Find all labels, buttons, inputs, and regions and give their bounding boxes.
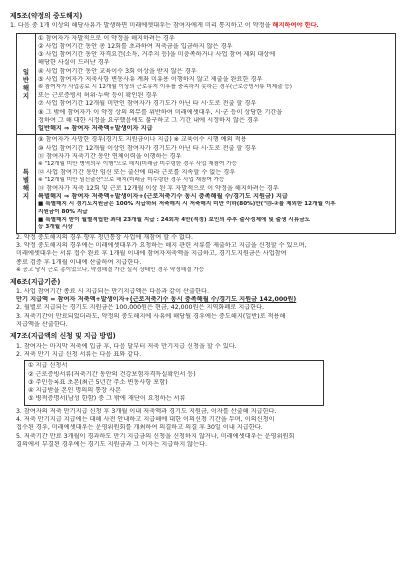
payout-formula-main: 만기 지급액 = 참여자 저축액+발생이자+ [16,296,130,304]
document-item: ① 지급 신청서 [28,362,68,370]
list-item: ⑪ 참여자가 저축기간 동안 연체이력을 이행하는 경우 [38,153,182,161]
special-termination-result: 특별해지 ⇒ 참여자 저축액+발생이자+(근로저축기수 동시 충족해월 수/경기도 지원금) 지급 [38,193,288,201]
special-note: ■ 특별해지 받이 월별적립한 최대 23개월 지급 : 24회차 4만(적정) 보인의 추후 출사정제에 및 출생 시류금도 [38,216,311,223]
payout-formula-support: (근로저축기수 동시 충족해월 수/경기도 지원금 142,000원) [129,296,297,304]
article-7-paragraph-1: 1. 참여자는 마지막 저축에 입금 후, 다음 달부터 저축 만기지급 신청을 할 수 있다. [16,342,237,350]
article-6-title: 제6조(지급기준) [10,277,61,286]
special-note: ■ 특별해지 시 경기도지원금은 100% 지급하되 저축해지 시 저축해지 미만 이하(80%)만("⑬-②를 제외한 12개월 이후 [38,201,336,208]
label-char: 해 [22,84,30,93]
general-termination-items [36,33,396,135]
list-item: ⑨ 참여자가 사망한 경우(경기도 지원금이나 지급) ※ 교육이수 시행 예외 적용 [38,136,247,144]
list-item: ⑧ 그 밖에 참여자가 이 약정 상의 의무를 위반하여 미래에셋대우, 시·군 등이 상당한 기간을 [38,108,283,116]
article-7-paragraph-5: 결의에서 부결된 경우에는 경기도 지원금과 그 이자는 지급하지 않는다. [16,440,208,448]
list-item: 정하여 그 해 대한 시정을 요구했음에도 불구하고 그 기간 내에 시정하지 않은 경우 [38,116,259,124]
label-char: 반 [22,76,30,85]
special-termination-label [17,135,36,233]
label-char: 일 [22,68,30,77]
article-6-paragraph-3: 3. 저축기간이 만료되었더라도, 약정의 중도해지에 사유에 해당될 경우에는 중도해지(일반)로 적용해 [16,312,286,320]
article-5-paragraph-1 [10,22,392,30]
document-item: ④ 지급받을 본인 명의의 통장 사본 [28,387,122,395]
document-item: ⑤ 병적증명서(남성 한함) 중 그 밖에 재단이 요청하는 서류 [28,395,186,403]
article-5-paragraph-2: 2. 약정 중도해지의 경우 향후 청년통장 사업에 재참여 할 수 없다. [16,233,193,241]
article-7-title: 제7조(지급액의 신청 및 지급 방법) [10,332,116,341]
list-item: ⑫ 사업 참여기간 동안 임신 또는 출산에 따라 근로를 지속할 수 없는 경우 [38,168,236,176]
termination-table [16,33,396,234]
article-6-paragraph-3: 지급액을 산출한다. [16,321,68,329]
required-documents-box [24,360,324,405]
list-item: ① 참여자가 자발적으로 이 약정을 해지하려는 경우 [38,34,175,42]
special-termination-row [17,135,396,233]
article-7-paragraph-5: 5. 저축기간 만료 3개월이 경과하도 만기 지급금의 신청을 신청하지 않거나, 미래에셋대우는 운영위원회 [16,432,295,440]
article-7-paragraph-3: 3. 참여자의 저축 만기지급 신청 후 3개월 이내 저축액과 경기도 지원금, 이자를 산출해 지급한다. [16,407,277,415]
label-char: 별 [22,176,30,185]
general-termination-result: 일반해지 ⇒ 참여자 저축액+발생이자 지급 [38,125,153,133]
general-termination-row [17,33,396,135]
special-note: 지원금이 80% 지급 [38,209,88,216]
article-7-paragraph-4: 접수된 경우, 미래에셋대우는 운영위원회를 개최하여 의결하고 의결 후 30일 이내 지급한다. [16,424,263,432]
list-item: ※ "12개월 미만 임신출산"으로 해지(미래금 미수령한 경우 사업 재참여 가능 [38,177,225,184]
article-5-paragraph-3: 미래에셋대우는 서류 접수 완료 후 1개월 이내에 참여자저축액을 지급하고, 경기도지원금은 사업참여 [16,250,287,258]
paragraph-1-text: 1. 다음 중 1개 이상의 해당사유가 발생하면 미래에셋대우는 참여자에게 미리 통지하고 이 약정을 [10,22,271,30]
list-item: ⑩ 사업 참여기간 12개월 이상인 참여자가 경기도가 아닌 타 시·도로 전출 할 경우 [38,144,257,152]
list-item: 해당한 사실이 드러난 경우 [38,59,110,67]
article-5-paragraph-3: 3. 약정 중도해지의 경우에는 미래에셋대우가 요청하는 해지 관련 서류를 제출하고 지급을 신청할 수 있으며, [16,242,307,250]
article-6-paragraph-1: 1. 사업 참여기간 종료 시 지급되는 만기지급액은 다음과 같이 산출한다. [16,287,209,295]
document-item: ③ 주민등록표 초본(최근 5년간 주소 변동사항 포함) [28,378,168,386]
list-item: 또는 근로증빙서 허위·누락 등이 확인된 경우 [38,91,158,99]
label-char: 해 [22,184,30,193]
label-char: 특 [22,168,30,177]
list-item: ⑥ 참여자가 사업종료 시 12개월 이상의 근로유지 이후를 충족하지 못하는 경우(근로증빙서류 미제출 등) [38,84,292,91]
payout-formula [10,296,392,304]
paragraph-1-emphasis: 해지하여야 한다. [272,22,319,30]
list-item: ※ "12개월 미만 병역의무 이행"으로 해지(미래금 미수령한 경우 사업 재참여 가능 [38,161,238,168]
list-item: ⑤ 사업 참여자가 저축사항 변동사유 계좌 미유용 이행하지 않고 제출을 완료한 경우 [38,76,263,84]
list-item: ③ 사업 참여기간 동안 자격요건(소득, 거주지 등)을 미충족하거나 사업 참여 제외 대상에 [38,51,276,59]
special-termination-items [36,135,396,233]
article-5-paragraph-3-note: ※ 공고 당시 근로 종이었으나, 약정해결 가간 실직 상태인 경우 약정해결 가능 [16,266,205,273]
article-7-paragraph-2: 2. 저축 만기 지급 신청 서류는 다음 표와 같다. [16,350,142,358]
document-item: ② 근로증빙서류(저축기간 동안의 건강보험자격득실확인서 등) [28,370,196,378]
general-termination-label [17,33,36,135]
list-item: ④ 사업 참여기간 동안 교육이수 3회 이상을 받지 않은 경우 [38,67,197,75]
special-note: 등 3개월 시상 [38,224,73,231]
article-5-title: 제5조(약정의 중도해지) [10,12,83,20]
label-char: 지 [22,92,30,101]
list-item: ⑦ 사업 참여기간 12개월 미만인 참여자가 경기도가 아닌 타 시·도로 전출 할 경우 [38,100,257,108]
label-char: 지 [22,192,30,201]
article-6-paragraph-2: 2. 월별로 지급되는 경기도 지원금은 100,000원은 현금, 42,000원은 지역화폐로 지급한다. [16,304,265,312]
list-item: ⑬ 참여자가 저축 12회 및 근로 12개월 이상 된 후 자발적으로 이 약정을 해지하려는 경우 [38,184,279,192]
article-5-paragraph-3: 종료 검증 후 1개월 이내에 산출하여 지급한다. [16,258,142,266]
list-item: ② 사업 참여기간 동안 총 12회를 초과하여 저축금을 입금하지 않은 경우 [38,42,233,50]
article-7-paragraph-4: 4. 저축 만기지급 지급에는 대해 사전 안내하고 지급해에 대한 이의신청 기간을 두며, 이의신청이 [16,416,275,424]
